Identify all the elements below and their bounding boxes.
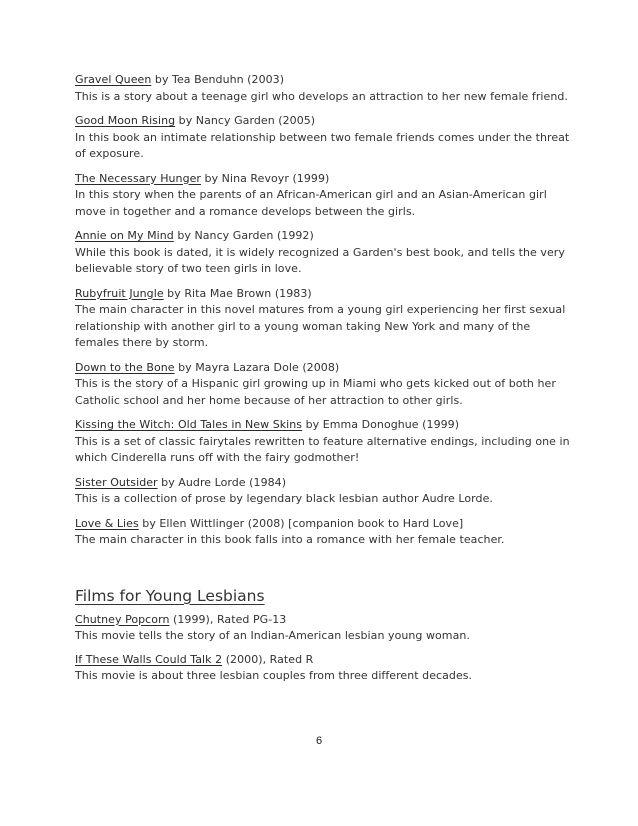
book-meta: by Tea Benduhn (2003) bbox=[151, 73, 285, 86]
book-description: While this book is dated, it is widely recognized a Garden's best book, and tells the very believable story of two teen girls in love. bbox=[75, 245, 565, 275]
book-description: This is a set of classic fairytales rewritten to feature alternative endings, including one in which Cinderella runs off with the fairy godmother! bbox=[75, 434, 570, 464]
book-entry bbox=[75, 113, 570, 163]
book-description: In this book an intimate relationship between two female friends comes under the threat of exposure. bbox=[75, 130, 570, 160]
book-title-link[interactable]: Down to the Bone bbox=[75, 360, 175, 374]
book-title-link[interactable]: Annie on My Mind bbox=[75, 229, 174, 242]
book-title-link[interactable]: Kissing the Witch: Old Tales in New Skins bbox=[75, 418, 303, 431]
book-description: This is the story of a Hispanic girl growing up in Miami who gets kicked out of both her Catholic school and her home because of her attraction to other girls. bbox=[75, 377, 556, 407]
book-title-link[interactable]: Love & Lies bbox=[75, 516, 139, 530]
book-meta: by Nancy Garden (2005) bbox=[175, 114, 316, 127]
book-description: The main character in this book falls into a romance with her female teacher. bbox=[75, 533, 505, 546]
book-title-link[interactable]: Gravel Queen bbox=[75, 73, 152, 86]
book-entry bbox=[75, 72, 570, 105]
book-description: The main character in this novel matures from a young girl experiencing her first sexual relationship with another girl to a young woman taking New York and many of the females there by storm. bbox=[75, 303, 566, 349]
book-entry bbox=[75, 171, 570, 221]
film-description: This movie tells the story of an Indian-American lesbian young woman. bbox=[75, 629, 470, 642]
book-meta: by Audre Lorde (1984) bbox=[157, 475, 287, 489]
book-description: This is a story about a teenage girl who develops an attraction to her new female friend. bbox=[75, 89, 568, 103]
book-meta: by Mayra Lazara Dole (2008) bbox=[174, 360, 340, 374]
book-meta: by Emma Donoghue (1999) bbox=[302, 418, 460, 431]
films-section-heading: Films for Young Lesbians bbox=[75, 586, 265, 605]
film-meta: (2000), Rated R bbox=[222, 652, 314, 666]
films-list bbox=[75, 612, 570, 685]
book-entry bbox=[75, 360, 570, 410]
book-title-link[interactable]: The Necessary Hunger bbox=[75, 171, 201, 185]
book-description: This is a collection of prose by legendary black lesbian author Audre Lorde. bbox=[75, 492, 493, 505]
film-description: This movie is about three lesbian couples from three different decades. bbox=[75, 669, 473, 682]
book-title-link[interactable]: Sister Outsider bbox=[75, 475, 158, 489]
book-entry bbox=[75, 516, 570, 549]
book-description: In this story when the parents of an African-American girl and an Asian-American girl move in together and a romance develops between the girls. bbox=[75, 188, 547, 218]
book-meta: by Ellen Wittlinger (2008) [companion book to Hard Love] bbox=[138, 516, 464, 530]
book-title-link[interactable]: Good Moon Rising bbox=[75, 114, 176, 127]
page-number: 6 bbox=[315, 735, 323, 747]
book-meta: by Nancy Garden (1992) bbox=[173, 229, 314, 242]
book-title-link[interactable]: Rubyfruit Jungle bbox=[75, 286, 164, 300]
book-entry bbox=[75, 286, 570, 352]
film-entry bbox=[75, 652, 570, 685]
book-entry bbox=[75, 228, 570, 278]
book-entry bbox=[75, 417, 570, 467]
page-content bbox=[75, 72, 570, 692]
film-title-link[interactable]: If These Walls Could Talk 2 bbox=[75, 652, 223, 666]
book-meta: by Nina Revoyr (1999) bbox=[201, 171, 330, 185]
film-entry bbox=[75, 612, 570, 645]
book-entry bbox=[75, 475, 570, 508]
film-title-link[interactable]: Chutney Popcorn bbox=[75, 612, 170, 626]
book-meta: by Rita Mae Brown (1983) bbox=[163, 286, 312, 300]
film-meta: (1999), Rated PG-13 bbox=[169, 612, 287, 626]
